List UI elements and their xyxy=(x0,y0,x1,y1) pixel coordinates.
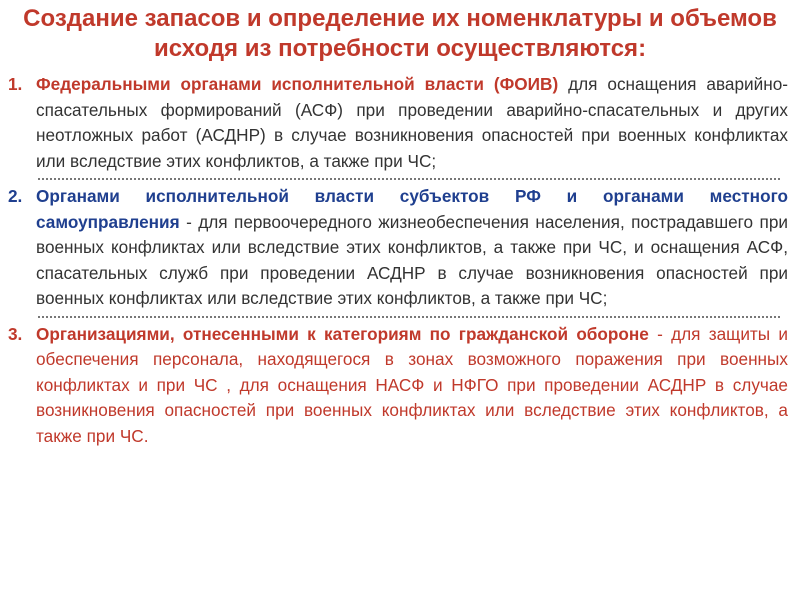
list-item-body: для оснащения аварийно-спасательных формирований (АСФ) при проведении аварийно-спасательных и других неотложных работ (АСДНР) в случае возникновения опасностей при военных конфликтах или вследствие этих конфликтов, а также при ЧС; xyxy=(36,74,789,171)
list-item-body: - для первоочередного жизнеобеспечения населения, пострадавшего при военных конфликтах или вследствие этих конфликтов, а также при ЧС, и оснащения АСФ, спасательных служб при проведении АСДНР в случае возникновения опасностей при военных конфликтах или вследствие этих конфликтов, а также при ЧС; xyxy=(36,211,788,308)
list-item-body: - для защиты и обеспечения персонала, находящегося в зонах возможного поражения при военных конфликтах и при ЧС , для оснащения НАСФ и НФГО при проведении АСДНР в случае возникновения опасностей при военных конфликтах или вследствие этих конфликтов, а также при ЧС. xyxy=(36,323,788,446)
numbered-list xyxy=(8,72,788,449)
dotted-separator xyxy=(38,178,780,180)
list-item-lead: Организациями, отнесенными к категориям по гражданской обороне xyxy=(36,323,649,344)
list-item-lead: Федеральными органами исполнительной власти (ФОИВ) xyxy=(36,74,559,94)
dotted-separator xyxy=(38,316,780,318)
list-item-organizations xyxy=(8,322,788,450)
list-item-lead: Органами исполнительной власти субъектов РФ и органами местного самоуправления xyxy=(36,186,788,232)
list-item-number: 1. xyxy=(8,74,23,94)
slide-title: Создание запасов и определение их номенклатуры и объемов исходя из потребности осуществляются: xyxy=(23,5,777,62)
list-item-foiv xyxy=(8,72,788,174)
list-item-number: 3. xyxy=(8,323,23,344)
list-item-number: 2. xyxy=(8,186,23,206)
list-item-regional-authorities xyxy=(8,184,788,312)
